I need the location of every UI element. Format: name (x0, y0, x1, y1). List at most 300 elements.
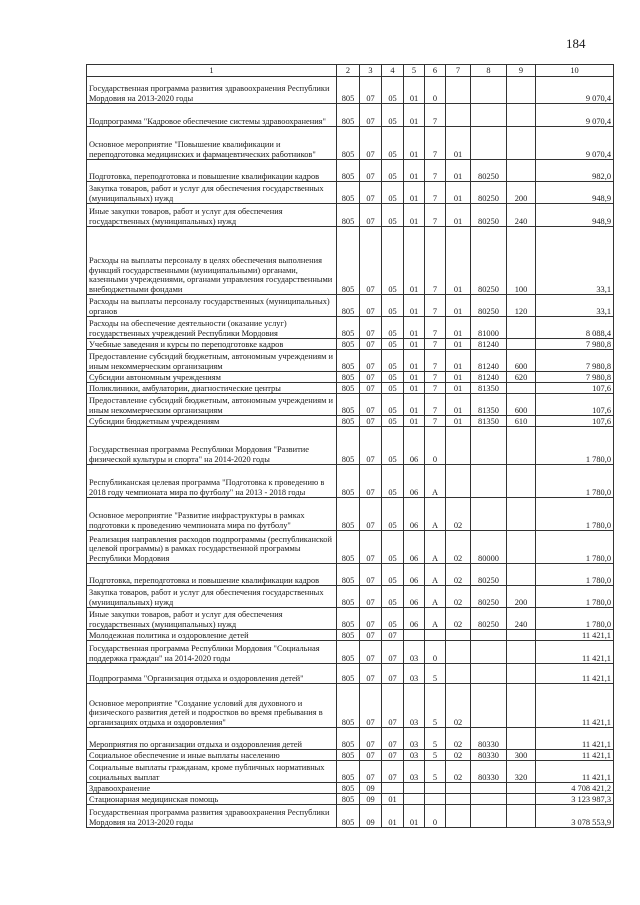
row-name-cell: Поликлиники, амбулатории, диагностические центры (87, 383, 337, 394)
code-cell: 02 (446, 750, 471, 761)
table-row (87, 805, 614, 828)
amount-cell: 7 980,8 (536, 339, 614, 350)
code-cell: 5 (425, 664, 446, 684)
code-cell: 805 (337, 750, 360, 761)
column-header: 9 (507, 65, 536, 77)
code-cell: 7 (425, 295, 446, 317)
code-cell: 07 (360, 182, 382, 204)
amount-cell: 11 421,1 (536, 630, 614, 641)
code-cell: 01 (446, 295, 471, 317)
code-cell: 0 (425, 805, 446, 828)
amount-cell: 9 070,4 (536, 127, 614, 160)
code-cell: 01 (446, 383, 471, 394)
code-cell: 01 (404, 317, 425, 339)
code-cell: 80330 (471, 750, 507, 761)
code-cell: А (425, 608, 446, 630)
row-name-cell: Социальные выплаты гражданам, кроме публичных нормативных социальных выплат (87, 761, 337, 783)
code-cell: 09 (360, 783, 382, 794)
row-name-cell: Здравоохранение (87, 783, 337, 794)
row-name-cell: Расходы на выплаты персоналу в целях обеспечения выполнения функций государственными (муниципальными) органами, казенными учреждениями, органами управления государственными внебюджетными фондами (87, 227, 337, 295)
table-row (87, 531, 614, 564)
code-cell: 07 (360, 295, 382, 317)
code-cell (507, 160, 536, 182)
table-row (87, 586, 614, 608)
code-cell: 07 (360, 394, 382, 416)
row-name-cell: Стационарная медицинская помощь (87, 794, 337, 805)
code-cell: 05 (382, 531, 404, 564)
code-cell (507, 641, 536, 664)
code-cell: 06 (404, 427, 425, 465)
code-cell: 805 (337, 531, 360, 564)
code-cell (471, 664, 507, 684)
code-cell: 7 (425, 372, 446, 383)
code-cell: 5 (425, 761, 446, 783)
table-row (87, 564, 614, 586)
code-cell: 81350 (471, 394, 507, 416)
budget-table (86, 64, 614, 828)
code-cell: 07 (382, 761, 404, 783)
code-cell (507, 630, 536, 641)
amount-cell: 1 780,0 (536, 427, 614, 465)
code-cell: 07 (360, 77, 382, 104)
code-cell (446, 77, 471, 104)
code-cell: 200 (507, 182, 536, 204)
row-name-cell: Расходы на выплаты персоналу государственных (муниципальных) органов (87, 295, 337, 317)
row-name-cell: Предоставление субсидий бюджетным, автономным учреждениям и иным некоммерческим организациям (87, 394, 337, 416)
code-cell: 01 (404, 204, 425, 227)
code-cell (404, 783, 425, 794)
table-row (87, 498, 614, 531)
table-row (87, 295, 614, 317)
code-cell: 01 (446, 317, 471, 339)
code-cell: 09 (360, 805, 382, 828)
code-cell: 05 (382, 104, 404, 127)
code-cell: 240 (507, 204, 536, 227)
code-cell: 0 (425, 641, 446, 664)
code-cell: 805 (337, 317, 360, 339)
code-cell: 320 (507, 761, 536, 783)
column-header: 3 (360, 65, 382, 77)
code-cell: 03 (404, 761, 425, 783)
code-cell: 7 (425, 160, 446, 182)
table-row (87, 794, 614, 805)
code-cell: 01 (382, 794, 404, 805)
table-row (87, 127, 614, 160)
code-cell: 06 (404, 498, 425, 531)
amount-cell: 11 421,1 (536, 728, 614, 750)
code-cell (446, 465, 471, 498)
code-cell: 09 (360, 794, 382, 805)
code-cell (507, 427, 536, 465)
code-cell (507, 127, 536, 160)
row-name-cell: Расходы на обеспечение деятельности (оказание услуг) государственных учреждений Республики Мордовия (87, 317, 337, 339)
code-cell: 05 (382, 465, 404, 498)
amount-cell: 8 088,4 (536, 317, 614, 339)
code-cell: 0 (425, 427, 446, 465)
code-cell: 01 (404, 805, 425, 828)
code-cell (446, 641, 471, 664)
code-cell: 200 (507, 586, 536, 608)
code-cell: 805 (337, 664, 360, 684)
code-cell: 805 (337, 465, 360, 498)
row-name-cell: Социальное обеспечение и иные выплаты населению (87, 750, 337, 761)
code-cell: 01 (446, 182, 471, 204)
code-cell: 01 (446, 350, 471, 372)
code-cell: 81000 (471, 317, 507, 339)
code-cell: 07 (360, 383, 382, 394)
column-header: 4 (382, 65, 404, 77)
code-cell: 07 (360, 630, 382, 641)
code-cell: 805 (337, 416, 360, 427)
code-cell (471, 794, 507, 805)
code-cell: 01 (446, 394, 471, 416)
code-cell: 7 (425, 383, 446, 394)
amount-cell: 1 780,0 (536, 498, 614, 531)
code-cell: 05 (382, 227, 404, 295)
row-name-cell: Основное мероприятие "Развитие инфраструктуры в рамках подготовки к проведению чемпионата мира по футболу" (87, 498, 337, 531)
amount-cell: 9 070,4 (536, 77, 614, 104)
amount-cell: 11 421,1 (536, 761, 614, 783)
code-cell: 805 (337, 394, 360, 416)
code-cell: 07 (360, 317, 382, 339)
code-cell: 01 (446, 127, 471, 160)
code-cell (507, 783, 536, 794)
code-cell: 80250 (471, 204, 507, 227)
code-cell: 01 (446, 227, 471, 295)
code-cell: 05 (382, 317, 404, 339)
code-cell: 05 (382, 394, 404, 416)
code-cell (425, 794, 446, 805)
amount-cell: 948,9 (536, 182, 614, 204)
code-cell: 01 (404, 339, 425, 350)
table-row (87, 783, 614, 794)
table-row (87, 394, 614, 416)
table-row (87, 641, 614, 664)
row-name-cell: Государственная программа развития здравоохранения Республики Мордовия на 2013-2020 годы (87, 805, 337, 828)
row-name-cell: Иные закупки товаров, работ и услуг для обеспечения государственных (муниципальных) нужд (87, 608, 337, 630)
code-cell: 05 (382, 127, 404, 160)
code-cell: 80250 (471, 564, 507, 586)
code-cell: 01 (446, 339, 471, 350)
code-cell (471, 127, 507, 160)
code-cell: 5 (425, 728, 446, 750)
table-row (87, 750, 614, 761)
code-cell: 07 (360, 498, 382, 531)
amount-cell: 33,1 (536, 227, 614, 295)
amount-cell: 7 980,8 (536, 350, 614, 372)
amount-cell: 107,6 (536, 394, 614, 416)
table-row (87, 77, 614, 104)
code-cell (507, 794, 536, 805)
code-cell: 07 (360, 227, 382, 295)
code-cell: 07 (382, 630, 404, 641)
code-cell: 06 (404, 465, 425, 498)
code-cell (446, 664, 471, 684)
code-cell (507, 728, 536, 750)
code-cell: 05 (382, 372, 404, 383)
code-cell: 80250 (471, 586, 507, 608)
code-cell (446, 783, 471, 794)
code-cell: 07 (360, 465, 382, 498)
code-cell: 02 (446, 586, 471, 608)
code-cell: 06 (404, 586, 425, 608)
code-cell: 80250 (471, 160, 507, 182)
code-cell: 05 (382, 204, 404, 227)
code-cell: 07 (360, 127, 382, 160)
table-row (87, 339, 614, 350)
amount-cell: 7 980,8 (536, 372, 614, 383)
page-number: 184 (566, 36, 586, 51)
code-cell: 805 (337, 427, 360, 465)
code-cell (471, 104, 507, 127)
code-cell: 01 (404, 160, 425, 182)
code-cell: 03 (404, 750, 425, 761)
code-cell: 120 (507, 295, 536, 317)
code-cell: 06 (404, 531, 425, 564)
code-cell: 05 (382, 160, 404, 182)
code-cell: 03 (404, 728, 425, 750)
code-cell (471, 427, 507, 465)
code-cell: 80330 (471, 728, 507, 750)
code-cell: 7 (425, 127, 446, 160)
code-cell (507, 664, 536, 684)
amount-cell: 3 078 553,9 (536, 805, 614, 828)
code-cell: 05 (382, 427, 404, 465)
code-cell: 300 (507, 750, 536, 761)
code-cell (507, 684, 536, 728)
code-cell (507, 77, 536, 104)
code-cell: 610 (507, 416, 536, 427)
code-cell: 01 (404, 127, 425, 160)
code-cell: 07 (360, 372, 382, 383)
code-cell (471, 77, 507, 104)
code-cell: 7 (425, 394, 446, 416)
table-row (87, 317, 614, 339)
header-row (87, 65, 614, 77)
row-name-cell: Подготовка, переподготовка и повышение квалификации кадров (87, 160, 337, 182)
code-cell: 81350 (471, 416, 507, 427)
code-cell: 805 (337, 182, 360, 204)
table-row (87, 608, 614, 630)
code-cell (471, 630, 507, 641)
code-cell (446, 427, 471, 465)
amount-cell: 948,9 (536, 204, 614, 227)
code-cell: 07 (360, 586, 382, 608)
code-cell: 805 (337, 630, 360, 641)
code-cell: 07 (360, 339, 382, 350)
code-cell: 805 (337, 794, 360, 805)
code-cell: 05 (382, 586, 404, 608)
code-cell (446, 794, 471, 805)
code-cell: А (425, 531, 446, 564)
code-cell: 80330 (471, 761, 507, 783)
code-cell: 05 (382, 383, 404, 394)
code-cell: 01 (404, 416, 425, 427)
table-row (87, 630, 614, 641)
code-cell: А (425, 498, 446, 531)
code-cell: 80250 (471, 295, 507, 317)
code-cell: 07 (360, 416, 382, 427)
code-cell: 05 (382, 182, 404, 204)
code-cell (507, 317, 536, 339)
code-cell: 805 (337, 684, 360, 728)
code-cell: А (425, 465, 446, 498)
code-cell: 01 (446, 372, 471, 383)
code-cell: 02 (446, 728, 471, 750)
column-header: 8 (471, 65, 507, 77)
code-cell: 805 (337, 641, 360, 664)
code-cell: 07 (360, 728, 382, 750)
code-cell (507, 104, 536, 127)
code-cell: 80000 (471, 531, 507, 564)
code-cell: 05 (382, 350, 404, 372)
table-row (87, 372, 614, 383)
code-cell: 0 (425, 77, 446, 104)
code-cell: 06 (404, 564, 425, 586)
row-name-cell: Закупка товаров, работ и услуг для обеспечения государственных (муниципальных) нужд (87, 182, 337, 204)
code-cell: 07 (382, 664, 404, 684)
row-name-cell: Реализация направления расходов подпрограммы (республиканской целевой программы) в рамках государственной программы Республики Мордовия (87, 531, 337, 564)
code-cell: 07 (382, 728, 404, 750)
code-cell: 7 (425, 104, 446, 127)
code-cell: 620 (507, 372, 536, 383)
code-cell (471, 465, 507, 498)
code-cell: 240 (507, 608, 536, 630)
code-cell: 81350 (471, 383, 507, 394)
code-cell: 805 (337, 586, 360, 608)
column-header: 1 (87, 65, 337, 77)
code-cell: 805 (337, 227, 360, 295)
code-cell: 805 (337, 160, 360, 182)
code-cell (425, 630, 446, 641)
code-cell: 600 (507, 350, 536, 372)
code-cell: 07 (360, 160, 382, 182)
code-cell (507, 805, 536, 828)
table-row (87, 350, 614, 372)
table-row (87, 664, 614, 684)
code-cell (382, 783, 404, 794)
code-cell: 07 (382, 684, 404, 728)
column-header: 2 (337, 65, 360, 77)
row-name-cell: Субсидии бюджетным учреждениям (87, 416, 337, 427)
code-cell: 07 (360, 204, 382, 227)
code-cell: 07 (360, 664, 382, 684)
code-cell: А (425, 564, 446, 586)
table-row (87, 182, 614, 204)
code-cell: 07 (360, 531, 382, 564)
table-body (87, 77, 614, 828)
amount-cell: 11 421,1 (536, 684, 614, 728)
code-cell: 01 (404, 383, 425, 394)
code-cell: 805 (337, 204, 360, 227)
code-cell: 02 (446, 498, 471, 531)
code-cell: 81240 (471, 339, 507, 350)
code-cell: 01 (404, 227, 425, 295)
code-cell: 07 (360, 750, 382, 761)
row-name-cell: Республиканская целевая программа "Подготовка к проведению в 2018 году чемпионата мира по футболу" на 2013 - 2018 годы (87, 465, 337, 498)
table-row (87, 383, 614, 394)
code-cell: 7 (425, 204, 446, 227)
code-cell: 07 (382, 641, 404, 664)
code-cell (446, 805, 471, 828)
code-cell: 81240 (471, 372, 507, 383)
code-cell: 07 (382, 750, 404, 761)
amount-cell: 33,1 (536, 295, 614, 317)
code-cell: 02 (446, 531, 471, 564)
code-cell: 805 (337, 372, 360, 383)
table-row (87, 427, 614, 465)
code-cell: 7 (425, 350, 446, 372)
code-cell: 02 (446, 608, 471, 630)
column-header: 10 (536, 65, 614, 77)
code-cell: 80250 (471, 227, 507, 295)
code-cell: 7 (425, 339, 446, 350)
row-name-cell: Закупка товаров, работ и услуг для обеспечения государственных (муниципальных) нужд (87, 586, 337, 608)
code-cell: 05 (382, 295, 404, 317)
row-name-cell: Государственная программа Республики Мордовия "Социальная поддержка граждан" на 2014-2020 годы (87, 641, 337, 664)
code-cell: 5 (425, 750, 446, 761)
amount-cell: 1 780,0 (536, 586, 614, 608)
code-cell: 02 (446, 761, 471, 783)
amount-cell: 1 780,0 (536, 531, 614, 564)
code-cell: 805 (337, 728, 360, 750)
code-cell: 805 (337, 77, 360, 104)
code-cell (471, 805, 507, 828)
code-cell: 03 (404, 641, 425, 664)
amount-cell: 107,6 (536, 383, 614, 394)
code-cell: 02 (446, 564, 471, 586)
code-cell: 805 (337, 805, 360, 828)
code-cell: 07 (360, 350, 382, 372)
code-cell (507, 339, 536, 350)
column-header: 5 (404, 65, 425, 77)
table-row (87, 104, 614, 127)
table-row (87, 227, 614, 295)
column-header: 6 (425, 65, 446, 77)
code-cell: 805 (337, 127, 360, 160)
code-cell (507, 498, 536, 531)
code-cell: 80250 (471, 608, 507, 630)
code-cell: 01 (404, 372, 425, 383)
code-cell: 01 (446, 416, 471, 427)
amount-cell: 9 070,4 (536, 104, 614, 127)
code-cell (446, 104, 471, 127)
code-cell: 805 (337, 608, 360, 630)
code-cell: 01 (404, 77, 425, 104)
code-cell: 05 (382, 416, 404, 427)
code-cell: 01 (446, 160, 471, 182)
row-name-cell: Подготовка, переподготовка и повышение квалификации кадров (87, 564, 337, 586)
amount-cell: 11 421,1 (536, 641, 614, 664)
code-cell: 01 (404, 104, 425, 127)
row-name-cell: Основное мероприятие "Создание условий для духовного и физического развития детей и подростков во время пребывания в организациях отдыха и оздоровления" (87, 684, 337, 728)
code-cell: 81240 (471, 350, 507, 372)
code-cell: 07 (360, 684, 382, 728)
table-row (87, 761, 614, 783)
code-cell: 805 (337, 761, 360, 783)
code-cell: 805 (337, 295, 360, 317)
table-row (87, 160, 614, 182)
row-name-cell: Государственная программа Республики Мордовия "Развитие физической культуры и спорта" на 2014-2020 годы (87, 427, 337, 465)
code-cell: 07 (360, 564, 382, 586)
amount-cell: 11 421,1 (536, 750, 614, 761)
code-cell: 05 (382, 77, 404, 104)
code-cell: 7 (425, 317, 446, 339)
code-cell (446, 630, 471, 641)
code-cell: 7 (425, 182, 446, 204)
code-cell: 05 (382, 339, 404, 350)
code-cell (507, 531, 536, 564)
